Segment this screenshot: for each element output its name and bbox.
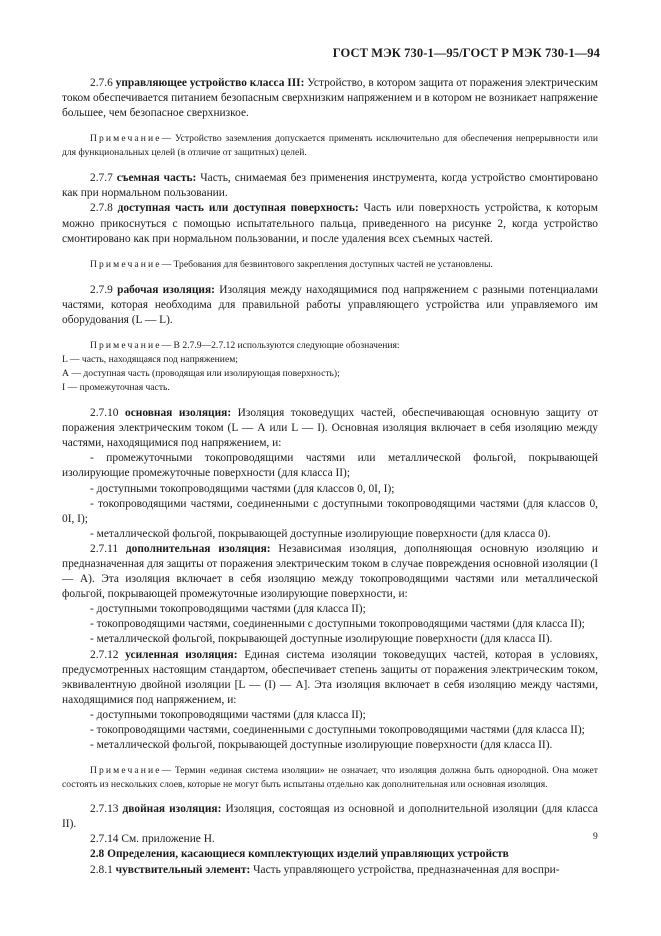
- clause-2-7-8: 2.7.8 доступная часть или доступная поверхность: Часть или поверхность устройства, к которым можно прикоснуться с помощью испытательного пальца, приведенного на рисунке 2, когда устройство смонтировано как при нормальном пользовании, и после удаления всех съемных частей.: [62, 202, 598, 245]
- page-header: ГОСТ МЭК 730-1—95/ГОСТ Р МЭК 730-1—94: [332, 46, 600, 60]
- note-3-line: А — доступная часть (проводящая или изолирующая поверхность);: [62, 368, 340, 380]
- list-item: - металлической фольгой, покрывающей доступные изолирующие поверхности (для класса II).: [90, 633, 553, 646]
- clause-2-7-11: 2.7.11 дополнительная изоляция: Независимая изоляция, дополняющая основную изоляцию и предназначенная для защиты от поражения электрическим током в случае повреждения основной изоляции (I — А). Эта изоляция включает в себя изоляцию между токопроводящими частями или металлической фольгой, покрывающей промежуточные изолирующие поверхности, и:: [62, 542, 598, 601]
- list-item: - металлической фольгой, покрывающей доступные изолирующие поверхности (для класса II).: [90, 739, 553, 752]
- list-item: - доступными токопроводящими частями (для класса II);: [90, 603, 366, 616]
- clause-2-7-9: 2.7.9 рабочая изоляция: Изоляция между находящимися под напряжением с разными потенциалами частями, которая необходима для правильной работы управляющего устройства или управляемого им оборудования (L — L).: [62, 283, 599, 326]
- note-1: Примечание— Устройство заземления допускается применять исключительно для обеспечения непрерывности или для функциональных целей (в отличие от защитных) целей.: [62, 133, 598, 159]
- list-item: - доступными токопроводящими частями (для классов 0, 0I, I);: [90, 482, 395, 495]
- list-item: - токопроводящими частями, соединенными с доступными токопроводящими частями (для классов 0, 0I, I);: [62, 497, 598, 525]
- clause-2-8-1: 2.8.1 чувствительный элемент: Часть управляющего устройства, предназначенная для воспри-: [90, 863, 560, 876]
- note-2: Примечание— Требования для безвинтового закрепления доступных частей не установлены.: [90, 258, 493, 270]
- note-4: Примечание— Термин «единая система изоляции» не означает, что изоляция должна быть однородной. Она может состоять из нескольких слоев, которые не могут быть испытаны отдельно как дополнительная или основная изоляция.: [62, 765, 598, 791]
- clause-2-7-12: 2.7.12 усиленная изоляция: Единая система изоляции токоведущих частей, которая в условиях, предусмотренных настоящим стандартом, обеспечивает степень защиты от поражения электрическим током, эквивалентную двойной изоляции [L — (I) — А]. Эта изоляция включает в себя изоляцию между частями, находящимися под напряжением, и:: [62, 648, 598, 706]
- section-heading-2-8: 2.8 Определения, касающиеся комплектующих изделий управляющих устройств: [90, 848, 509, 861]
- clause-2-7-6: 2.7.6 управляющее устройство класса III: Устройство, в котором защита от поражения электрическим током обеспечивается питанием безопасным сверхнизким напряжением и в котором не возникает напряжение большее, чем безопасное сверхнизкое.: [62, 77, 598, 120]
- list-item: - токопроводящими частями, соединенными с доступными токопроводящими частями (для класса II);: [90, 724, 585, 736]
- clause-2-7-13: 2.7.13 двойная изоляция: Изоляция, состоящая из основной и дополнительной изоляции (для класса II).: [62, 803, 598, 831]
- clause-2-7-14: 2.7.14 См. приложение Н.: [90, 833, 215, 846]
- list-item: - промежуточными токопроводящими частями или металлической фольгой, покрывающей изолирующие промежуточные поверхности (для класса II);: [62, 452, 598, 480]
- list-item: - токопроводящими частями, соединенными с доступными токопроводящими частями (для класса II);: [90, 618, 585, 631]
- note-3-line: L — часть, находящаяся под напряжением;: [62, 354, 238, 366]
- list-item: - металлической фольгой, покрывающей доступные изолирующие поверхности (для класса 0).: [90, 527, 551, 540]
- list-item: - доступными токопроводящими частями (для класса II);: [90, 708, 366, 721]
- note-3: Примечание— В 2.7.9—2.7.12 используются следующие обозначения:: [90, 340, 400, 352]
- clause-2-7-10: 2.7.10 основная изоляция: Изоляция токоведущих частей, обеспечивающая основную защиту от поражения электрическим током (L — А или L — I). Основная изоляция включает в себя изоляцию между частями, находящимися под напряжением, и:: [62, 407, 598, 450]
- document-body: [62, 76, 598, 878]
- clause-2-7-7: 2.7.7 съемная часть: Часть, снимаемая без применения инструмента, когда устройство смонтировано как при нормальном пользовании.: [62, 172, 598, 200]
- note-3-line: I — промежуточная часть.: [62, 382, 170, 394]
- page-number: 9: [593, 832, 598, 842]
